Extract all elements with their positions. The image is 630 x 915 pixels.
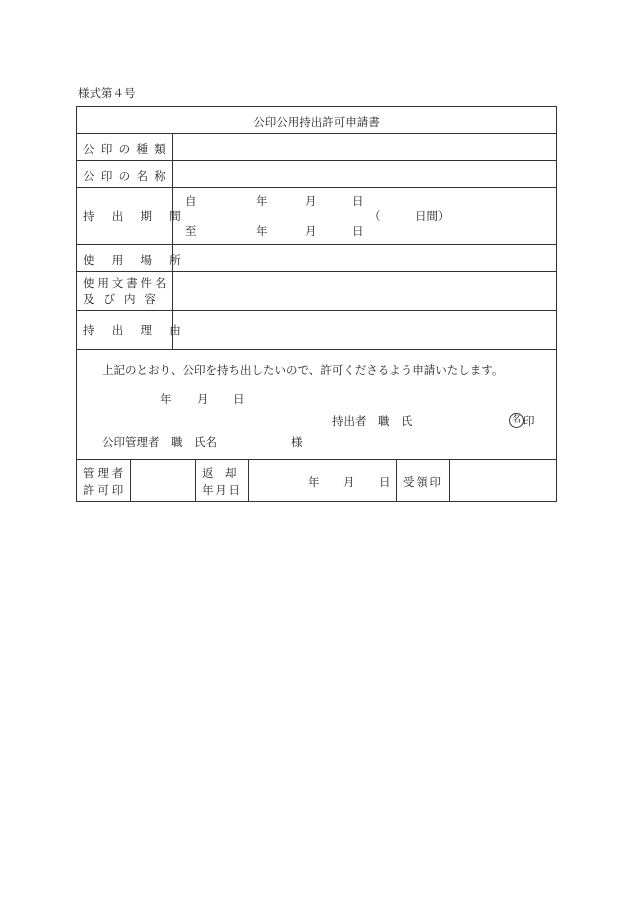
- period-to-month: 月: [305, 224, 317, 238]
- period-from-month: 月: [305, 194, 317, 208]
- form-number: 様式第４号: [78, 86, 136, 100]
- application-day: 日: [233, 392, 245, 406]
- period-label: 持出期間: [83, 209, 198, 223]
- row-rule: [77, 271, 556, 272]
- manager-label-line1: 管理者: [83, 466, 127, 480]
- bottom-divider: [248, 459, 249, 501]
- row-rule: [77, 349, 556, 350]
- application-year: 年: [160, 392, 172, 406]
- period-from-year: 年: [256, 194, 268, 208]
- row-rule: [77, 187, 556, 188]
- place-label: 使用場所: [83, 253, 198, 267]
- return-label-line2: 年月日: [202, 483, 242, 497]
- period-days-open: （: [369, 209, 381, 223]
- period-to-day: 日: [352, 224, 364, 238]
- applicant-label: 持出者 職 氏: [332, 414, 413, 428]
- row-rule: [77, 160, 556, 161]
- recipient-label: 公印管理者 職 氏名: [102, 435, 217, 449]
- return-month: 月: [343, 475, 355, 489]
- document-label-line1: 使用文書件名: [83, 276, 170, 290]
- label-column-divider: [172, 133, 173, 349]
- bottom-divider: [396, 459, 397, 501]
- application-statement: 上記のとおり、公印を持ち出したいので、許可くださるよう申請いたします。: [102, 363, 504, 377]
- recipient-honorific: 様: [291, 435, 303, 449]
- application-form-table: [76, 106, 557, 502]
- seal-mark-icon: 名: [509, 413, 524, 428]
- seal-suffix: 印: [523, 414, 535, 428]
- period-days-close: 日間）: [415, 209, 450, 223]
- row-rule: [77, 244, 556, 245]
- bottom-divider: [195, 459, 196, 501]
- row-rule: [77, 310, 556, 311]
- period-from: 自: [185, 194, 197, 208]
- seal-type-label: 公印の種類: [83, 142, 173, 156]
- bottom-divider: [130, 459, 131, 501]
- manager-label-line2: 許可印: [83, 483, 127, 497]
- reason-label: 持出理由: [83, 323, 198, 337]
- period-from-day: 日: [352, 194, 364, 208]
- row-rule: [77, 459, 556, 460]
- application-month: 月: [197, 392, 209, 406]
- seal-name-label: 公印の名称: [83, 169, 173, 183]
- return-day: 日: [379, 475, 391, 489]
- period-to: 至: [185, 224, 197, 238]
- return-year: 年: [308, 475, 320, 489]
- form-title: 公印公用持出許可申請書: [253, 115, 380, 129]
- period-to-year: 年: [256, 224, 268, 238]
- document-label-line2: 及び内容: [83, 292, 165, 306]
- receipt-seal-label: 受領印: [403, 475, 443, 489]
- bottom-divider: [449, 459, 450, 501]
- title-rule: [77, 133, 556, 134]
- return-label-line1: 返 却: [202, 466, 237, 480]
